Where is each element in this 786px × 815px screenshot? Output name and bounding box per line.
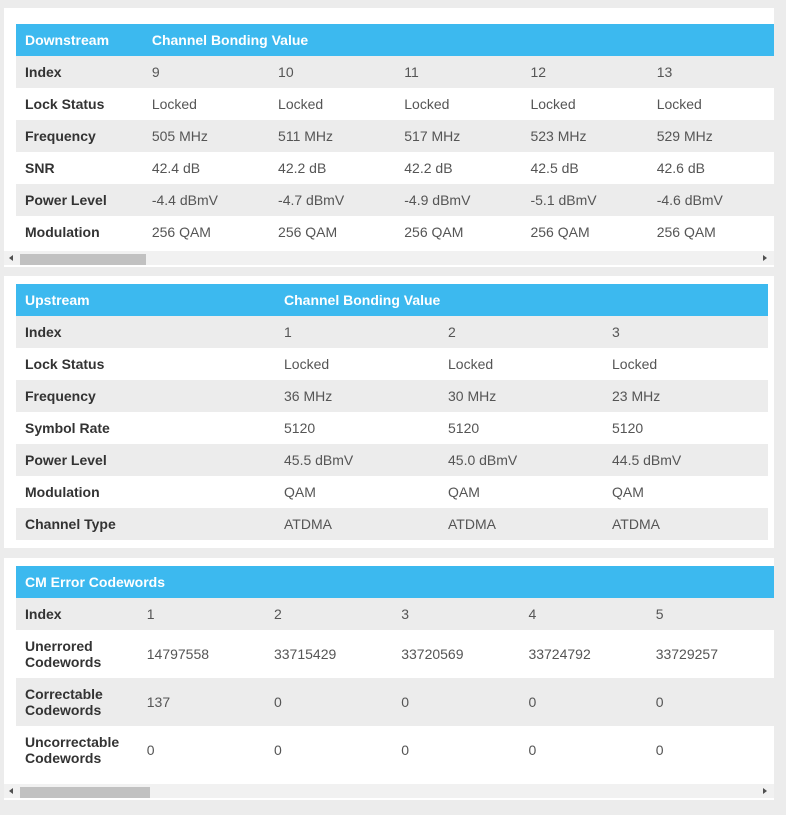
downstream-panel	[4, 8, 774, 267]
cell: 0	[265, 726, 392, 774]
cell: ATDMA	[275, 508, 439, 540]
cell: 33724792	[519, 630, 646, 678]
cell: 3	[392, 598, 519, 630]
cell: -4.7 dBmV	[269, 184, 395, 216]
cell: 33720569	[392, 630, 519, 678]
row-label-line1: Unerrored	[25, 638, 93, 654]
cell: 44.5 dBmV	[603, 444, 768, 476]
table-row	[16, 726, 774, 774]
cell: 511 MHz	[269, 120, 395, 152]
table-row	[16, 508, 768, 540]
cell: 23 MHz	[603, 380, 768, 412]
cell: 45.5 dBmV	[275, 444, 439, 476]
cell: QAM	[275, 476, 439, 508]
row-label-line2: Codewords	[25, 702, 102, 718]
row-label: Index	[16, 598, 138, 630]
downstream-horizontal-scrollbar[interactable]	[4, 251, 774, 265]
row-label-line1: Correctable	[25, 686, 103, 702]
cell: 0	[519, 678, 646, 726]
codewords-horizontal-scrollbar[interactable]	[4, 784, 774, 798]
upstream-header-label: Upstream	[16, 284, 275, 316]
row-label: Power Level	[16, 444, 275, 476]
cell: 0	[265, 678, 392, 726]
upstream-header-row	[16, 284, 768, 316]
scrollbar-thumb[interactable]	[20, 787, 150, 798]
cell: QAM	[439, 476, 603, 508]
cell: Locked	[521, 88, 647, 120]
cell: 12	[521, 56, 647, 88]
cell: 5120	[603, 412, 768, 444]
table-row	[16, 56, 774, 88]
cell: 0	[392, 678, 519, 726]
cell: ATDMA	[439, 508, 603, 540]
cell: 30 MHz	[439, 380, 603, 412]
row-label: SNR	[16, 152, 143, 184]
table-row	[16, 598, 774, 630]
downstream-header-label: Downstream	[16, 24, 143, 56]
cell: 256 QAM	[143, 216, 269, 248]
codewords-header-row	[16, 566, 774, 598]
cell: Locked	[395, 88, 521, 120]
cell: 36 MHz	[275, 380, 439, 412]
scrollbar-thumb[interactable]	[20, 254, 146, 265]
cell: -4.6 dBmV	[648, 184, 774, 216]
cell: 42.4 dB	[143, 152, 269, 184]
row-label	[16, 630, 138, 678]
codewords-header-label: CM Error Codewords	[16, 566, 774, 598]
row-label: Power Level	[16, 184, 143, 216]
scroll-right-arrow-icon[interactable]	[758, 784, 772, 798]
row-label: Lock Status	[16, 348, 275, 380]
cell: 42.2 dB	[269, 152, 395, 184]
row-label	[16, 678, 138, 726]
cell: 5	[647, 598, 774, 630]
cell: 4	[519, 598, 646, 630]
cell: 505 MHz	[143, 120, 269, 152]
cell: 0	[138, 726, 265, 774]
row-label: Frequency	[16, 120, 143, 152]
table-row	[16, 120, 774, 152]
cell: 3	[603, 316, 768, 348]
table-row	[16, 678, 774, 726]
table-row	[16, 184, 774, 216]
row-label: Frequency	[16, 380, 275, 412]
cell: Locked	[439, 348, 603, 380]
row-label: Modulation	[16, 216, 143, 248]
cell: Locked	[648, 88, 774, 120]
table-row	[16, 412, 768, 444]
cell: Locked	[603, 348, 768, 380]
cell: ATDMA	[603, 508, 768, 540]
cell: 14797558	[138, 630, 265, 678]
table-row	[16, 630, 774, 678]
cell: 10	[269, 56, 395, 88]
downstream-table	[16, 24, 774, 248]
cell: Locked	[275, 348, 439, 380]
table-row	[16, 216, 774, 248]
cell: 529 MHz	[648, 120, 774, 152]
cell: 523 MHz	[521, 120, 647, 152]
cell: 1	[138, 598, 265, 630]
cell: 0	[647, 726, 774, 774]
table-row	[16, 152, 774, 184]
cell: 33715429	[265, 630, 392, 678]
cell: 1	[275, 316, 439, 348]
cell: 517 MHz	[395, 120, 521, 152]
row-label-line2: Codewords	[25, 750, 102, 766]
cell: 13	[648, 56, 774, 88]
row-label: Index	[16, 316, 275, 348]
upstream-table	[16, 284, 768, 540]
codewords-table	[16, 566, 774, 774]
row-label: Modulation	[16, 476, 275, 508]
cell: 0	[519, 726, 646, 774]
cell: 42.2 dB	[395, 152, 521, 184]
downstream-header-value: Channel Bonding Value	[143, 24, 774, 56]
table-row	[16, 380, 768, 412]
cell: 5120	[275, 412, 439, 444]
row-label: Symbol Rate	[16, 412, 275, 444]
table-row	[16, 316, 768, 348]
cell: 0	[392, 726, 519, 774]
cell: 2	[439, 316, 603, 348]
table-row	[16, 444, 768, 476]
cell: 2	[265, 598, 392, 630]
cell: 256 QAM	[269, 216, 395, 248]
cell: -4.9 dBmV	[395, 184, 521, 216]
cell: 45.0 dBmV	[439, 444, 603, 476]
downstream-header-row	[16, 24, 774, 56]
table-row	[16, 88, 774, 120]
cell: 5120	[439, 412, 603, 444]
cell: -4.4 dBmV	[143, 184, 269, 216]
cell: Locked	[143, 88, 269, 120]
row-label: Channel Type	[16, 508, 275, 540]
cell: -5.1 dBmV	[521, 184, 647, 216]
cell: 42.6 dB	[648, 152, 774, 184]
scroll-right-arrow-icon[interactable]	[758, 251, 772, 265]
cell: 256 QAM	[521, 216, 647, 248]
row-label	[16, 726, 138, 774]
row-label: Index	[16, 56, 143, 88]
row-label-line1: Uncorrectable	[25, 734, 120, 750]
cell: 9	[143, 56, 269, 88]
cell: QAM	[603, 476, 768, 508]
table-row	[16, 476, 768, 508]
cell: 0	[647, 678, 774, 726]
upstream-header-value: Channel Bonding Value	[275, 284, 768, 316]
cell: 33729257	[647, 630, 774, 678]
table-row	[16, 348, 768, 380]
cell: 42.5 dB	[521, 152, 647, 184]
row-label-line2: Codewords	[25, 654, 102, 670]
cell: 11	[395, 56, 521, 88]
cell: 256 QAM	[395, 216, 521, 248]
scroll-left-arrow-icon[interactable]	[4, 784, 18, 798]
cell: 137	[138, 678, 265, 726]
upstream-panel	[4, 276, 774, 548]
row-label: Lock Status	[16, 88, 143, 120]
cell: 256 QAM	[648, 216, 774, 248]
scroll-left-arrow-icon[interactable]	[4, 251, 18, 265]
cell: Locked	[269, 88, 395, 120]
codewords-panel	[4, 558, 774, 800]
